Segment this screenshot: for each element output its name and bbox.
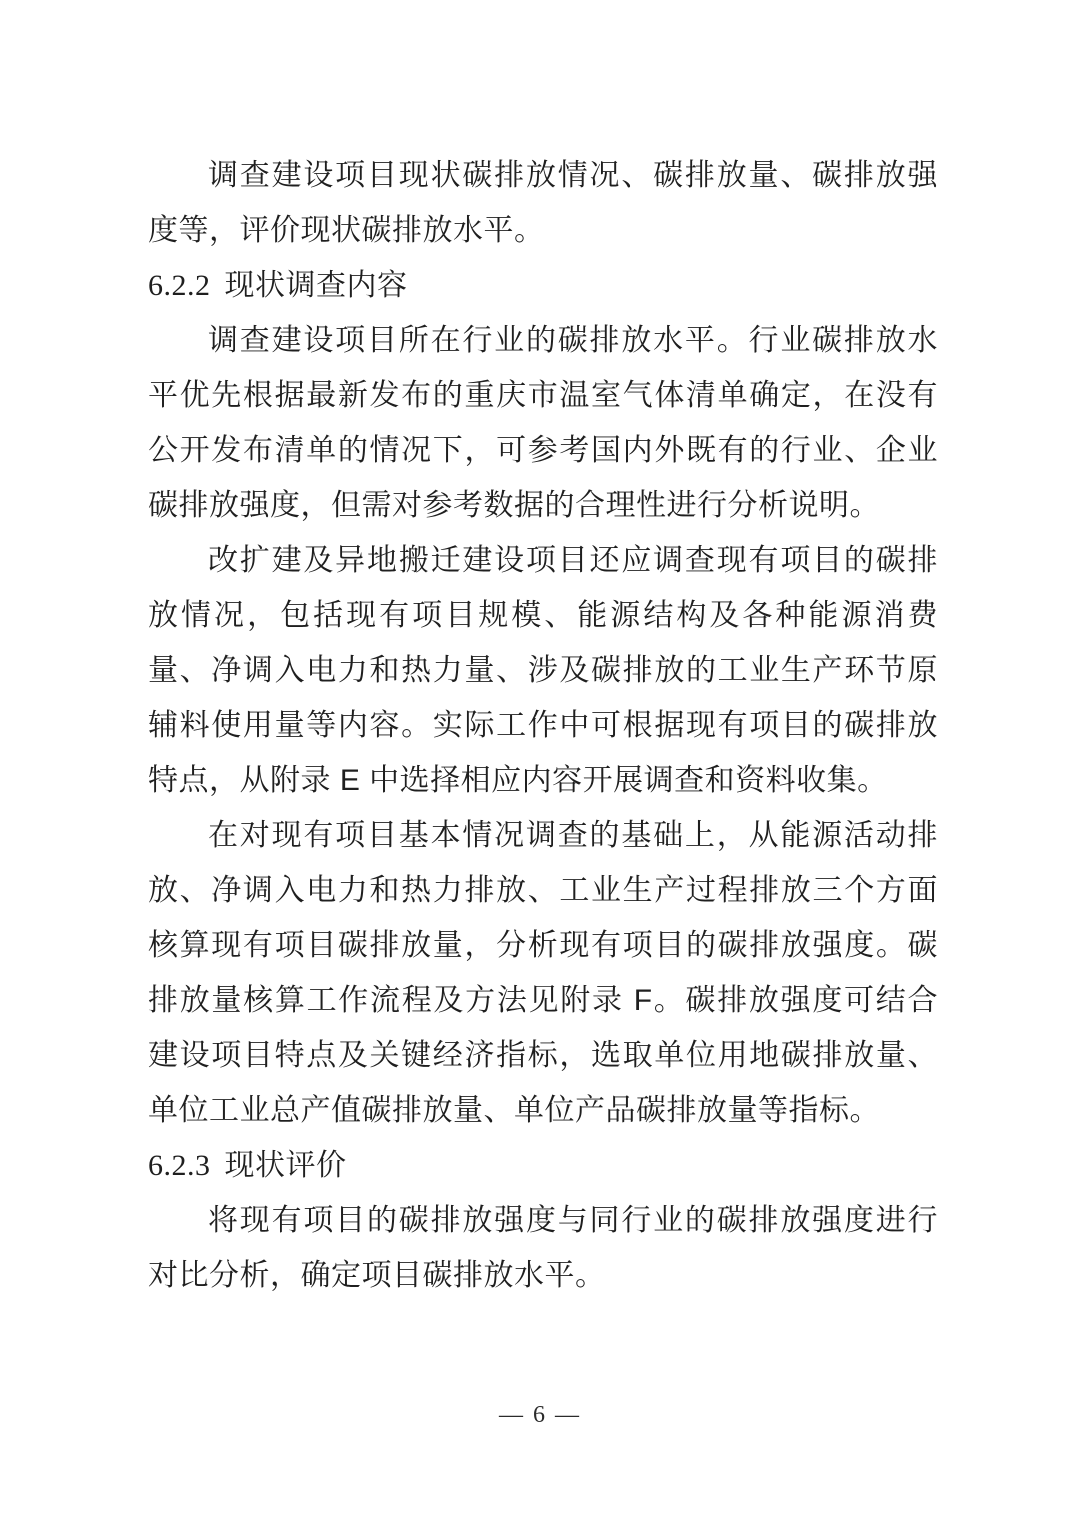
paragraph-current-emission-survey: 调查建设项目现状碳排放情况、碳排放量、碳排放强度等，评价现状碳排放水平。 [148, 159, 938, 247]
section-number: 6.2.3 [148, 1149, 211, 1182]
page-number: — 6 — [499, 1402, 581, 1428]
section-title: 现状评价 [224, 1149, 347, 1182]
section-number: 6.2.2 [148, 269, 211, 302]
section-heading-6-2-2 [148, 258, 938, 313]
paragraph-emission-accounting: 在对现有项目基本情况调查的基础上，从能源活动排放、净调入电力和热力排放、工业生产过程排放三个方面核算现有项目碳排放量，分析现有项目的碳排放强度。碳排放量核算工作流程及方法见附录 F。碳排放强度可结合建设项目特点及关键经济指标，选取单位用地碳排放量、单位工业总产值碳排放量、单位产品碳排放量等指标。 [148, 819, 938, 1127]
paragraph-current-status-evaluation: 将现有项目的碳排放强度与同行业的碳排放强度进行对比分析，确定项目碳排放水平。 [148, 1204, 938, 1292]
page-footer [0, 1402, 1080, 1429]
section-title: 现状调查内容 [224, 269, 408, 302]
page-body [148, 148, 938, 1303]
section-heading-6-2-3 [148, 1138, 938, 1193]
paragraph-industry-emission-level: 调查建设项目所在行业的碳排放水平。行业碳排放水平优先根据最新发布的重庆市温室气体清单确定，在没有公开发布清单的情况下，可参考国内外既有的行业、企业碳排放强度，但需对参考数据的合理性进行分析说明。 [148, 324, 938, 522]
paragraph-reconstruction-relocation-survey: 改扩建及异地搬迁建设项目还应调查现有项目的碳排放情况，包括现有项目规模、能源结构及各种能源消费量、净调入电力和热力量、涉及碳排放的工业生产环节原辅料使用量等内容。实际工作中可根据现有项目的碳排放特点，从附录 E 中选择相应内容开展调查和资料收集。 [148, 544, 938, 797]
